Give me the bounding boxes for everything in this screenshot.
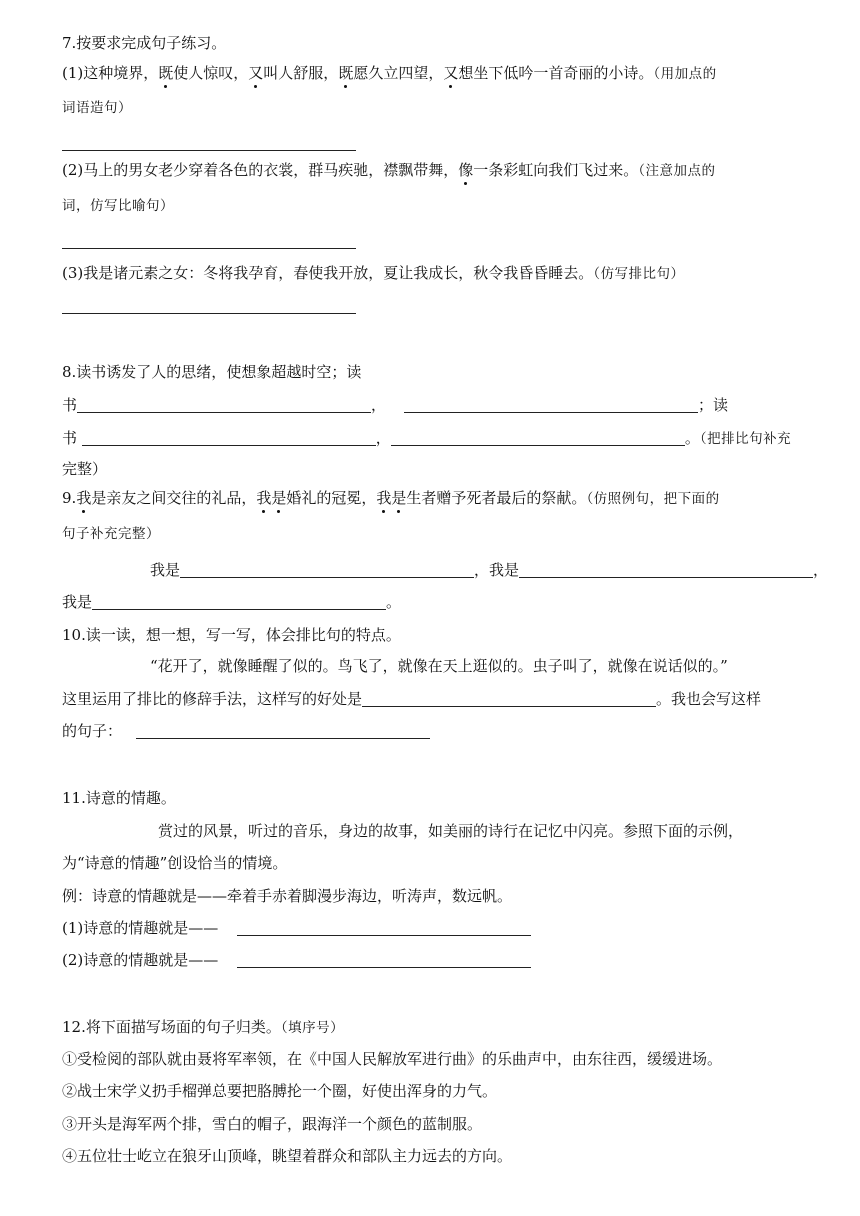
q9-fill-line-1: 我是 ，我是 ， bbox=[150, 561, 829, 579]
fill-blank[interactable] bbox=[237, 919, 531, 936]
q8-note: （把排比句补充 bbox=[699, 431, 792, 447]
q8-line-3: 书 ， 。（把排比句补充 bbox=[62, 429, 792, 447]
q9-fill-line-2: 我是 。 bbox=[62, 593, 402, 611]
q12-title: 12.将下面描写场面的句子归类。（填序号） bbox=[62, 1018, 345, 1036]
fill-blank[interactable] bbox=[82, 429, 376, 446]
dotted-char: 是 bbox=[391, 489, 407, 507]
q7-s2-note-cont: 词，仿写比喻句） bbox=[62, 198, 174, 214]
q7-sentence-3: (3)我是诸元素之女：冬将我孕育，春使我开放，夏让我成长，秋令我昏昏睡去。（仿写排比句） bbox=[62, 264, 685, 282]
fill-blank[interactable] bbox=[136, 722, 430, 739]
dotted-char: 是 bbox=[271, 489, 287, 507]
q11-title: 11.诗意的情趣。 bbox=[62, 789, 176, 807]
fill-blank[interactable] bbox=[404, 396, 698, 413]
q9-example: 9.我是亲友之间交往的礼品，我是婚礼的冠冕，我是生者赠予死者最后的祭献。（仿照例句，把下面的 bbox=[62, 489, 720, 507]
fill-blank[interactable] bbox=[180, 561, 474, 578]
dotted-char: 又 bbox=[443, 64, 459, 82]
q7-s2-note: （注意加点的 bbox=[638, 163, 716, 179]
q7-s1-note-cont: 词语造句） bbox=[62, 100, 132, 116]
dotted-char: 我 bbox=[376, 489, 392, 507]
q10-line-4: 的句子： bbox=[62, 721, 430, 741]
q9-note: （仿照例句，把下面的 bbox=[586, 491, 720, 507]
dotted-char: 又 bbox=[248, 64, 264, 82]
fill-blank[interactable] bbox=[391, 429, 685, 446]
q12-item-2: ②战士宋学义扔手榴弹总要把胳膊抡一个圈，好使出浑身的力气。 bbox=[62, 1082, 498, 1100]
answer-line[interactable] bbox=[62, 150, 356, 151]
q11-intro: 赏过的风景，听过的音乐，身边的故事，如美丽的诗行在记忆中闪亮。参照下面的示例， bbox=[158, 822, 744, 840]
fill-blank[interactable] bbox=[519, 561, 813, 578]
q12-note: （填序号） bbox=[280, 1020, 345, 1036]
fill-blank[interactable] bbox=[92, 593, 386, 610]
q8-line-2: 书 ， ；读 bbox=[62, 396, 729, 414]
q10-line-3: 这里运用了排比的修辞手法，这样写的好处是 。我也会写这样 bbox=[62, 690, 762, 708]
q12-item-4: ④五位壮士屹立在狼牙山顶峰，眺望着群众和部队主力远去的方向。 bbox=[62, 1147, 513, 1165]
fill-blank[interactable] bbox=[77, 396, 371, 413]
fill-blank[interactable] bbox=[237, 951, 531, 968]
dotted-char: 像 bbox=[458, 161, 474, 179]
q11-example: 例：诗意的情趣就是——牵着手赤着脚漫步海边，听涛声，数远帆。 bbox=[62, 887, 513, 905]
q10-quote: “花开了，就像睡醒了似的。鸟飞了，就像在天上逛似的。虫子叫了，就像在说话似的。” bbox=[150, 657, 728, 675]
q9-note-cont: 句子补充完整） bbox=[62, 526, 160, 542]
q7-title: 7.按要求完成句子练习。 bbox=[62, 34, 227, 52]
q11-item-2: (2)诗意的情趣就是—— bbox=[62, 950, 531, 970]
answer-line[interactable] bbox=[62, 313, 356, 314]
dotted-char: 我 bbox=[76, 489, 92, 507]
dotted-char: 我 bbox=[256, 489, 272, 507]
answer-line[interactable] bbox=[62, 248, 356, 249]
fill-blank[interactable] bbox=[362, 690, 656, 707]
dotted-char: 既 bbox=[338, 64, 354, 82]
q12-item-3: ③开头是海军两个排，雪白的帽子，跟海洋一个颜色的蓝制服。 bbox=[62, 1115, 483, 1133]
q7-sentence-2: (2)马上的男女老少穿着各色的衣裳，群马疾驰，襟飘带舞，像一条彩虹向我们飞过来。（注意加点的 bbox=[62, 161, 716, 179]
q8-line-1: 8.读书诱发了人的思绪，使想象超越时空；读 bbox=[62, 363, 362, 381]
q11-intro-cont: 为“诗意的情趣”创设恰当的情境。 bbox=[62, 854, 288, 872]
q10-title: 10.读一读，想一想，写一写，体会排比句的特点。 bbox=[62, 626, 401, 644]
q7-sentence-1: (1)这种境界，既使人惊叹，又叫人舒服，既愿久立四望，又想坐下低吟一首奇丽的小诗。（用加点的 bbox=[62, 64, 717, 82]
q8-note-cont: 完整） bbox=[62, 460, 108, 478]
dotted-char: 既 bbox=[158, 64, 174, 82]
q11-item-1: (1)诗意的情趣就是—— bbox=[62, 918, 531, 938]
q7-s1-note: （用加点的 bbox=[653, 66, 717, 82]
q12-item-1: ①受检阅的部队就由聂将军率领，在《中国人民解放军进行曲》的乐曲声中，由东往西，缓缓进场。 bbox=[62, 1050, 723, 1068]
q7-s3-note: （仿写排比句） bbox=[593, 266, 685, 282]
